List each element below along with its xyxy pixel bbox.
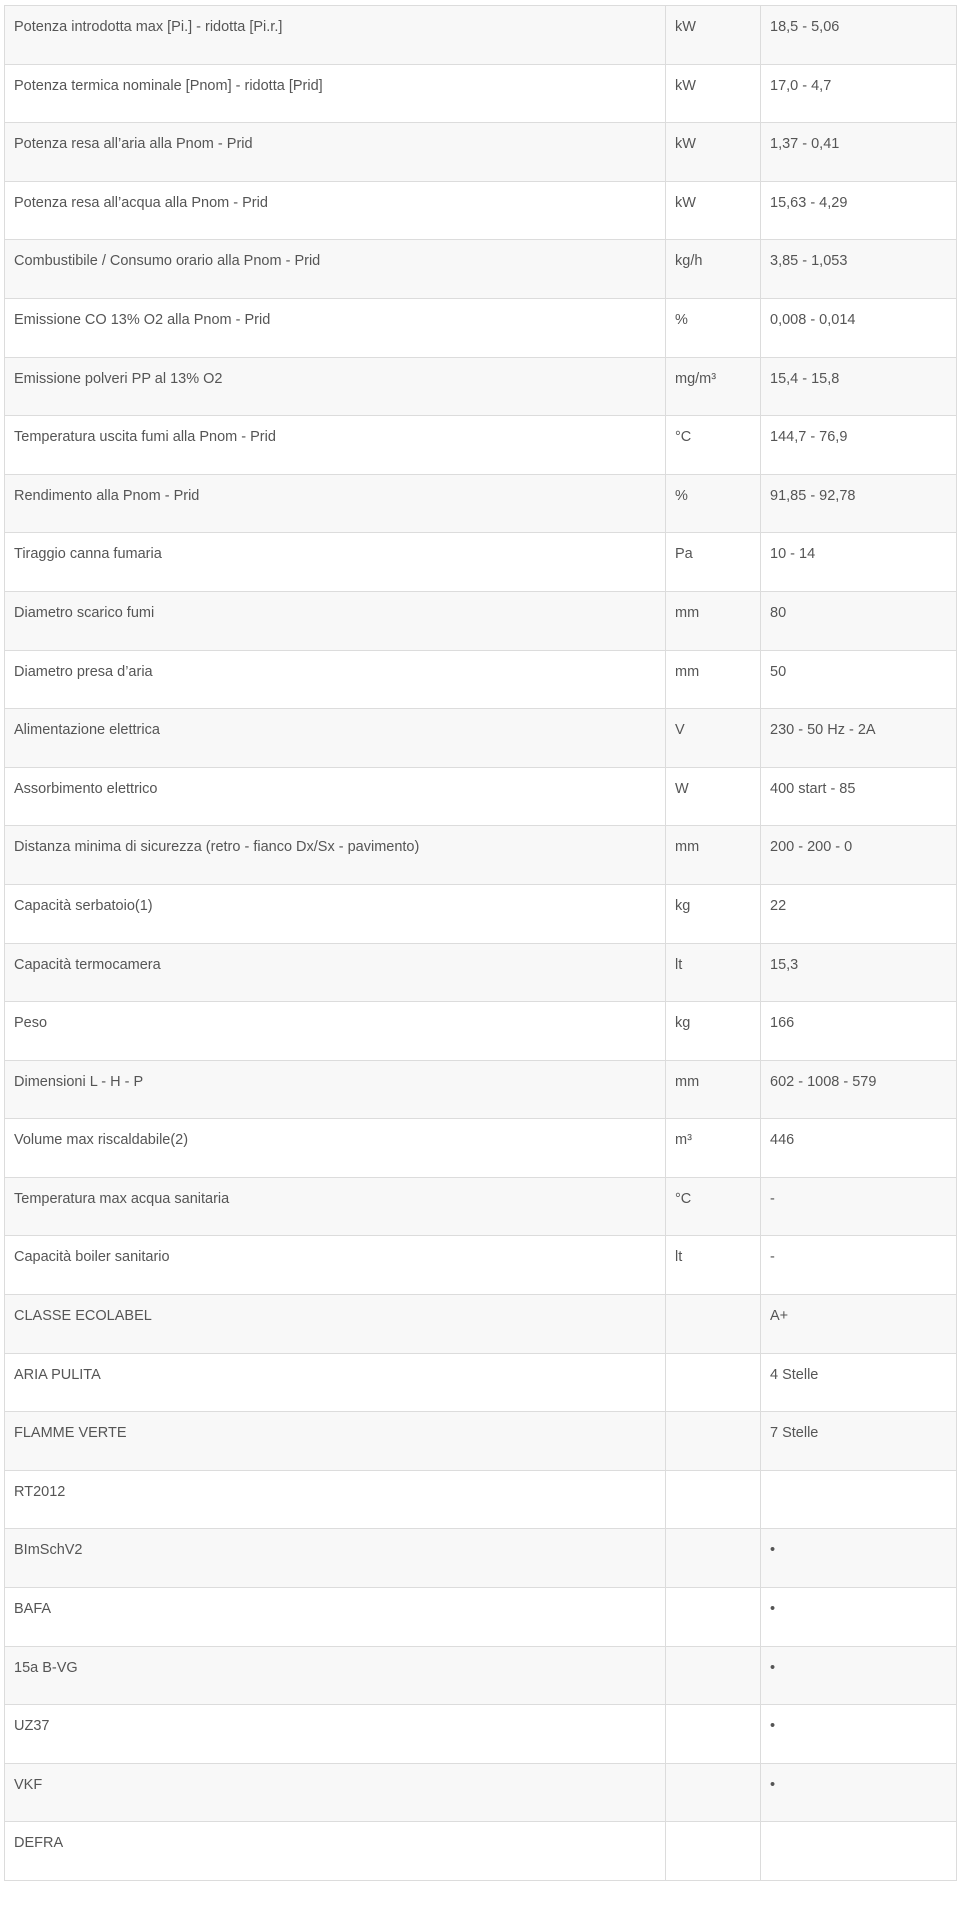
row-label: Potenza termica nominale [Pnom] - ridotta [Prid] xyxy=(5,64,666,123)
row-label: Potenza resa all’aria alla Pnom - Prid xyxy=(5,123,666,182)
row-value: 602 - 1008 - 579 xyxy=(761,1060,957,1119)
row-value: 17,0 - 4,7 xyxy=(761,64,957,123)
row-unit xyxy=(666,1529,761,1588)
row-value: - xyxy=(761,1177,957,1236)
row-value: 91,85 - 92,78 xyxy=(761,474,957,533)
row-label: Distanza minima di sicurezza (retro - fianco Dx/Sx - pavimento) xyxy=(5,826,666,885)
table-row xyxy=(5,240,957,299)
row-value: 446 xyxy=(761,1119,957,1178)
row-value: 18,5 - 5,06 xyxy=(761,6,957,65)
row-value: 1,37 - 0,41 xyxy=(761,123,957,182)
row-value: • xyxy=(761,1646,957,1705)
row-unit: kW xyxy=(666,123,761,182)
row-unit xyxy=(666,1353,761,1412)
specifications-table-body xyxy=(5,6,957,1881)
row-label: Temperatura uscita fumi alla Pnom - Prid xyxy=(5,416,666,475)
row-value: 200 - 200 - 0 xyxy=(761,826,957,885)
table-row xyxy=(5,1822,957,1881)
table-row xyxy=(5,474,957,533)
row-label: Volume max riscaldabile(2) xyxy=(5,1119,666,1178)
row-value: • xyxy=(761,1588,957,1647)
row-value: 15,4 - 15,8 xyxy=(761,357,957,416)
row-value: 7 Stelle xyxy=(761,1412,957,1471)
table-row xyxy=(5,1295,957,1354)
table-row xyxy=(5,1588,957,1647)
table-row xyxy=(5,1119,957,1178)
row-value: 10 - 14 xyxy=(761,533,957,592)
row-label: Peso xyxy=(5,1002,666,1061)
table-row xyxy=(5,416,957,475)
row-unit: kg/h xyxy=(666,240,761,299)
row-label: RT2012 xyxy=(5,1470,666,1529)
row-unit: V xyxy=(666,709,761,768)
row-unit: mg/m³ xyxy=(666,357,761,416)
row-unit xyxy=(666,1763,761,1822)
row-label: 15a B-VG xyxy=(5,1646,666,1705)
row-label: Capacità boiler sanitario xyxy=(5,1236,666,1295)
row-unit: kg xyxy=(666,884,761,943)
row-unit: kg xyxy=(666,1002,761,1061)
row-label: Diametro scarico fumi xyxy=(5,591,666,650)
row-label: Combustibile / Consumo orario alla Pnom - Prid xyxy=(5,240,666,299)
row-label: Capacità termocamera xyxy=(5,943,666,1002)
row-unit xyxy=(666,1470,761,1529)
table-row xyxy=(5,298,957,357)
table-row xyxy=(5,357,957,416)
row-unit xyxy=(666,1412,761,1471)
row-unit: lt xyxy=(666,1236,761,1295)
row-unit: °C xyxy=(666,1177,761,1236)
row-unit: kW xyxy=(666,64,761,123)
row-label: Diametro presa d’aria xyxy=(5,650,666,709)
table-row xyxy=(5,767,957,826)
row-label: ARIA PULITA xyxy=(5,1353,666,1412)
table-row xyxy=(5,884,957,943)
row-label: Emissione CO 13% O2 alla Pnom - Prid xyxy=(5,298,666,357)
table-row xyxy=(5,1236,957,1295)
row-label: DEFRA xyxy=(5,1822,666,1881)
row-unit: mm xyxy=(666,1060,761,1119)
table-row xyxy=(5,1177,957,1236)
table-row xyxy=(5,943,957,1002)
table-row xyxy=(5,826,957,885)
row-label: VKF xyxy=(5,1763,666,1822)
row-value: 3,85 - 1,053 xyxy=(761,240,957,299)
row-value: 230 - 50 Hz - 2A xyxy=(761,709,957,768)
row-unit: m³ xyxy=(666,1119,761,1178)
table-row xyxy=(5,1060,957,1119)
row-unit: W xyxy=(666,767,761,826)
row-value: 400 start - 85 xyxy=(761,767,957,826)
row-unit: mm xyxy=(666,826,761,885)
table-row xyxy=(5,1646,957,1705)
table-row xyxy=(5,1353,957,1412)
row-label: BAFA xyxy=(5,1588,666,1647)
row-unit xyxy=(666,1295,761,1354)
row-label: Tiraggio canna fumaria xyxy=(5,533,666,592)
row-label: Capacità serbatoio(1) xyxy=(5,884,666,943)
table-row xyxy=(5,64,957,123)
row-value: 80 xyxy=(761,591,957,650)
table-row xyxy=(5,709,957,768)
row-unit xyxy=(666,1588,761,1647)
row-unit: kW xyxy=(666,6,761,65)
table-row xyxy=(5,591,957,650)
row-unit: kW xyxy=(666,181,761,240)
row-label: FLAMME VERTE xyxy=(5,1412,666,1471)
row-value: • xyxy=(761,1529,957,1588)
row-value xyxy=(761,1822,957,1881)
row-value: • xyxy=(761,1763,957,1822)
table-row xyxy=(5,1529,957,1588)
table-row xyxy=(5,181,957,240)
row-value: A+ xyxy=(761,1295,957,1354)
table-row xyxy=(5,533,957,592)
row-label: Potenza resa all’acqua alla Pnom - Prid xyxy=(5,181,666,240)
row-value: 50 xyxy=(761,650,957,709)
row-unit: % xyxy=(666,474,761,533)
row-label: BImSchV2 xyxy=(5,1529,666,1588)
row-value: 4 Stelle xyxy=(761,1353,957,1412)
table-row xyxy=(5,123,957,182)
row-value: 0,008 - 0,014 xyxy=(761,298,957,357)
table-row xyxy=(5,650,957,709)
row-value: • xyxy=(761,1705,957,1764)
table-row xyxy=(5,1763,957,1822)
table-row xyxy=(5,1412,957,1471)
row-value: 15,63 - 4,29 xyxy=(761,181,957,240)
row-label: Temperatura max acqua sanitaria xyxy=(5,1177,666,1236)
row-label: Potenza introdotta max [Pi.] - ridotta [Pi.r.] xyxy=(5,6,666,65)
row-unit: mm xyxy=(666,650,761,709)
table-row xyxy=(5,1002,957,1061)
row-unit xyxy=(666,1646,761,1705)
row-value xyxy=(761,1470,957,1529)
table-row xyxy=(5,6,957,65)
row-unit xyxy=(666,1822,761,1881)
row-unit: lt xyxy=(666,943,761,1002)
row-label: CLASSE ECOLABEL xyxy=(5,1295,666,1354)
row-unit: Pa xyxy=(666,533,761,592)
row-unit: °C xyxy=(666,416,761,475)
specifications-table xyxy=(4,5,957,1881)
row-unit: mm xyxy=(666,591,761,650)
row-label: Alimentazione elettrica xyxy=(5,709,666,768)
table-row xyxy=(5,1470,957,1529)
row-value: 166 xyxy=(761,1002,957,1061)
row-unit: % xyxy=(666,298,761,357)
row-label: Rendimento alla Pnom - Prid xyxy=(5,474,666,533)
row-label: Assorbimento elettrico xyxy=(5,767,666,826)
table-row xyxy=(5,1705,957,1764)
row-label: Emissione polveri PP al 13% O2 xyxy=(5,357,666,416)
row-label: Dimensioni L - H - P xyxy=(5,1060,666,1119)
row-value: 15,3 xyxy=(761,943,957,1002)
row-unit xyxy=(666,1705,761,1764)
row-value: - xyxy=(761,1236,957,1295)
row-value: 22 xyxy=(761,884,957,943)
row-label: UZ37 xyxy=(5,1705,666,1764)
row-value: 144,7 - 76,9 xyxy=(761,416,957,475)
